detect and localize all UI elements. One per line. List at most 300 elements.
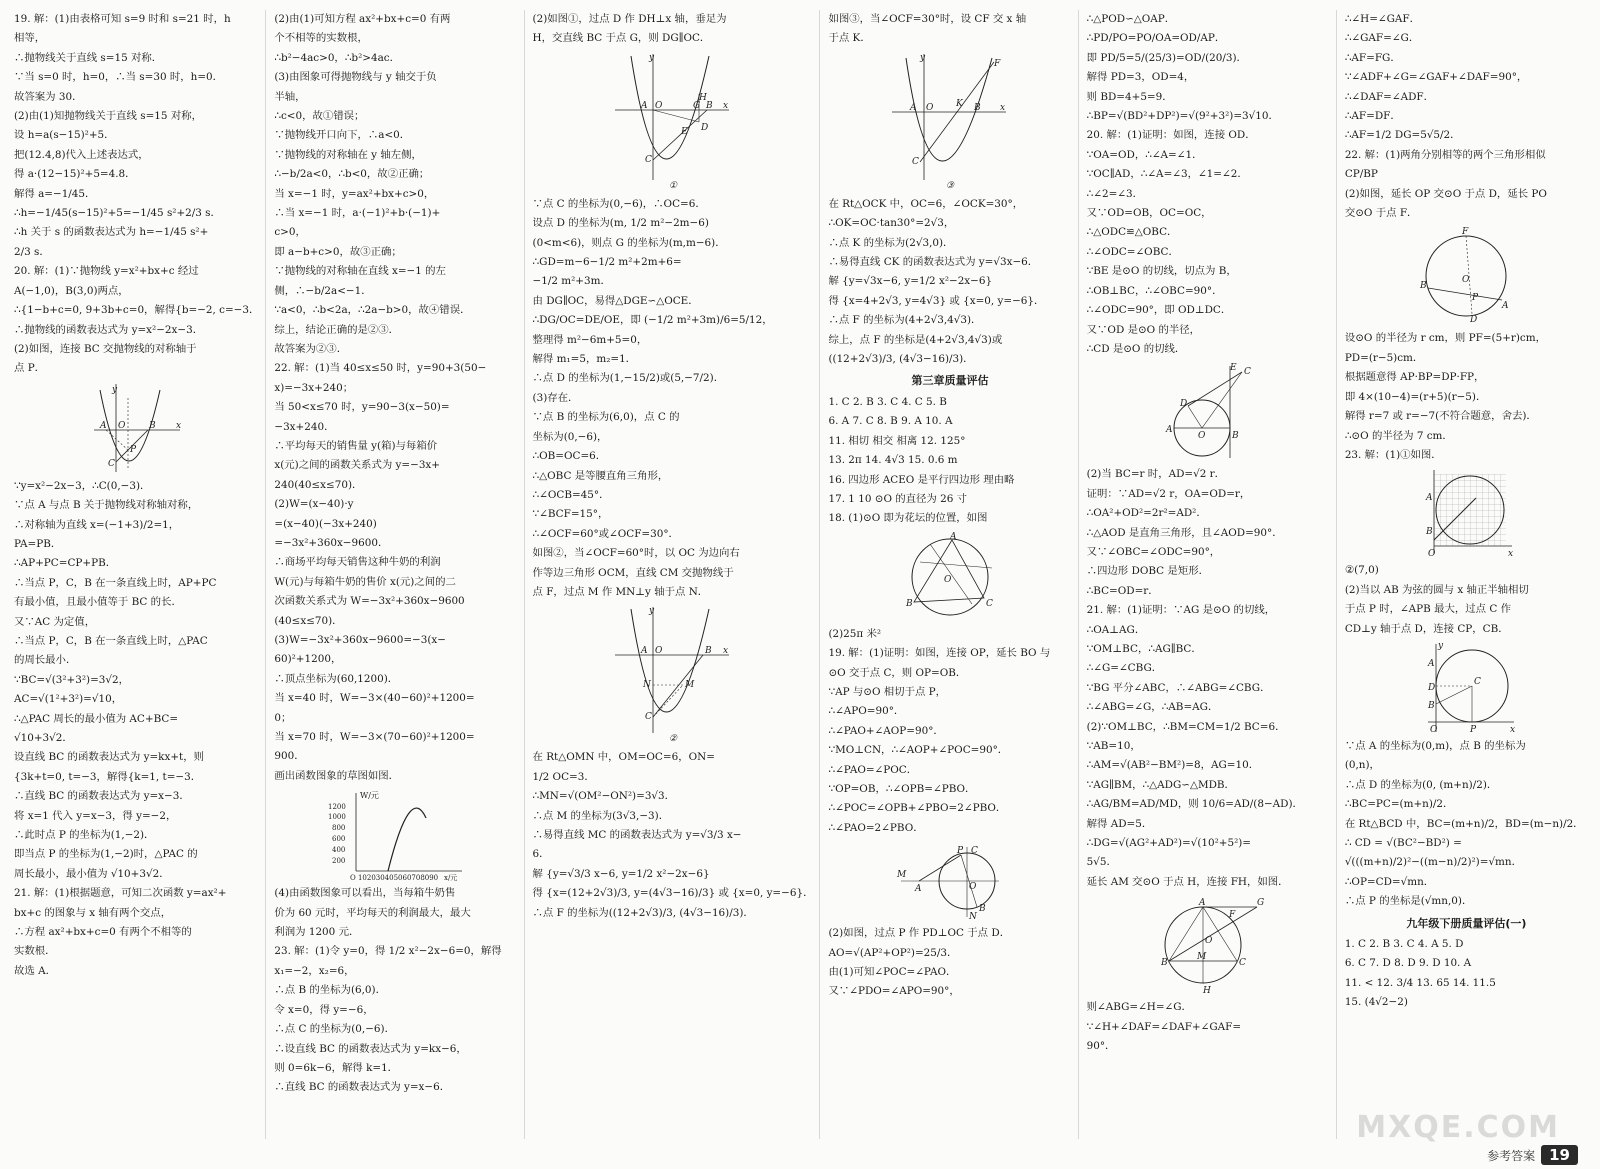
answer-line: 在 Rt△OCK 中，OC=6，∠OCK=30°， (828, 197, 1024, 210)
answer-line: ∴直线 BC 的函数表达式为 y=x−6． (274, 1081, 451, 1094)
answer-line: ∴∠POC=∠OPB+∠PBO=2∠PBO． (828, 802, 1007, 815)
answer-line: 解得 m₁=5，m₂=1． (532, 353, 637, 366)
col6-block-c (1345, 561, 1588, 639)
answer-line: AC=√(1²+3²)=√10， (14, 693, 123, 706)
svg-text:200: 200 (331, 857, 346, 866)
answer-line: 交⊙O 于点 F． (1344, 207, 1418, 220)
answer-line: 当 x=40 时，W=−3×(40−60)²+1200= (274, 692, 475, 705)
answer-line: (3)W=−3x²+360x−9600=−3(x− (274, 634, 446, 646)
answer-line: 13. 2π 14. 4√3 15. 0.6 m (828, 454, 958, 467)
answer-line: (2)如图，过点 P 作 PD⊥OC 于点 D． (828, 927, 1011, 940)
svg-text:x: x (1510, 724, 1516, 735)
answer-line: ∴△OBC 是等腰直角三角形， (532, 469, 669, 482)
answer-line: 综上，点 F 的坐标是(4+2√3,4√3)或 (828, 333, 1003, 346)
svg-text:M: M (897, 870, 907, 881)
answer-line: ∴四边形 DOBC 是矩形． (1086, 565, 1209, 578)
svg-text:M: M (1197, 952, 1207, 963)
answer-line: 则∠ABG=∠H=∠G． (1086, 1001, 1192, 1014)
svg-text:E: E (681, 126, 688, 137)
svg-text:G: G (693, 100, 701, 111)
svg-text:D: D (1470, 315, 1478, 326)
answer-line: 个不相等的实数根， (274, 32, 368, 45)
column-3 (533, 10, 821, 1139)
answer-line: 23. 解：(1)令 y=0，得 1/2 x²−2x−6=0，解得 (274, 945, 502, 958)
answer-line: H，交直线 BC 于点 G，则 DG∥OC． (532, 32, 711, 45)
answer-line: (2)当以 AB 为弦的圆与 x 轴正半轴相切 (1344, 583, 1529, 596)
answer-line: (2)25π 米² (828, 627, 882, 640)
answer-line: ∵点 A 的坐标为(0,m)，点 B 的坐标为 (1344, 739, 1526, 752)
answer-line: 60)²+1200， (274, 653, 342, 666)
svg-text:N: N (969, 912, 977, 923)
answer-line: (40≤x≤70)． (274, 614, 343, 627)
answer-line: 得 {x=(12+2√3)/3, y=(4√3−16)/3} 或 {x=0, y=−6}． (532, 887, 814, 900)
col3-block-a (533, 10, 814, 49)
chord-figure-q21 (1153, 895, 1263, 995)
answer-line: ∴∠PAO=∠POC． (828, 763, 918, 776)
answer-line: 设直线 BC 的函数表达式为 y=kx+t，则 (14, 751, 204, 764)
svg-text:C: C (1244, 367, 1252, 378)
answer-line: ∵BG 平分∠ABC，∴∠ABG=∠CBG． (1086, 681, 1271, 694)
answer-line: (3)由图象可得抛物线与 y 轴交于负 (274, 71, 437, 84)
answer-line: ∴∠2=∠3． (1086, 187, 1143, 200)
svg-text:A: A (950, 531, 957, 542)
svg-text:B: B (979, 904, 986, 915)
answer-line: 故答案为②③． (274, 342, 348, 355)
answer-line: ∴点 D 的坐标为(0, (m+n)/2)． (1344, 778, 1498, 791)
svg-text:A: A (915, 884, 922, 895)
answer-line: 把(12.4,8)代入上述表达式， (14, 148, 149, 161)
answer-line: 于点 K． (828, 32, 871, 45)
answer-line: 又∵OD 是⊙O 的半径， (1086, 323, 1201, 336)
answer-line: 6. A 7. C 8. B 9. A 10. A (828, 415, 953, 428)
answer-line: ∴抛物线关于直线 s=15 对称． (14, 51, 163, 64)
answer-line: ∴∠G=∠CBG． (1086, 662, 1163, 675)
svg-text:①: ① (669, 180, 678, 191)
answer-line: CD⊥y 轴于点 D，连接 CP，CB． (1344, 622, 1509, 635)
answer-line: 5√5． (1086, 856, 1117, 869)
answer-line: 解得 PD=3，OD=4， (1086, 71, 1195, 84)
answer-line: 得 a·(12−15)²+5=4.8． (14, 168, 136, 181)
svg-text:C: C (645, 712, 652, 723)
answer-line: 根据题意得 AP·BP=DP·FP， (1344, 371, 1485, 384)
svg-text:O: O (655, 646, 663, 657)
col3-block-b (533, 195, 814, 603)
answer-line: 又∵∠OBC=∠ODC=90°， (1086, 545, 1221, 558)
answer-line: {3k+t=0, t=−3，解得{k=1, t=−3． (14, 770, 202, 783)
svg-text:400: 400 (331, 846, 346, 855)
answer-line: PA=PB． (14, 537, 62, 550)
col4-block-b (828, 195, 1071, 370)
svg-text:③: ③ (946, 180, 955, 191)
answer-line: ∵y=x²−2x−3，∴C(0,−3)． (14, 479, 151, 492)
page-footer (1487, 1145, 1578, 1165)
answer-line: ∵AG∥BM，∴△ADG∽△MDB． (1086, 778, 1235, 791)
answer-line: (2)W=(x−40)·y (274, 498, 354, 511)
svg-text:1200: 1200 (327, 803, 346, 812)
answer-line: ∴此时点 P 的坐标为(1,−2)． (14, 829, 155, 842)
svg-text:N: N (643, 680, 651, 691)
svg-text:B: B (1426, 527, 1434, 538)
col4-block-c (828, 393, 1071, 529)
answer-line: 如图③，当∠OCF=30°时，设 CF 交 x 轴 (828, 13, 1027, 25)
col1-block-a (14, 10, 259, 379)
svg-text:A: A (1428, 658, 1435, 669)
column-1 (14, 10, 266, 1139)
answer-line: ∵抛物线的对称轴在直线 x=−1 的左 (274, 265, 446, 278)
answer-line: ∴CD 是⊙O 的切线． (1086, 342, 1186, 355)
answer-line: ∵OM⊥BC，∴AG∥BC． (1086, 642, 1202, 655)
answer-line: −3x+240． (274, 420, 335, 433)
svg-text:H: H (699, 92, 707, 103)
section-title-grade9-eval1: 九年级下册质量评估(一) (1406, 916, 1527, 930)
answer-line: AO=√(AP²+OP²)=25/3． (828, 946, 958, 959)
answer-line: ∴⊙O 的半径为 7 cm． (1344, 429, 1453, 442)
answer-line: ∴ CD = √(BC²−BD²) = (1344, 836, 1462, 849)
answer-line: ∵当 s=0 时，h=0，∴当 s=30 时，h=0． (14, 71, 224, 84)
answer-line: bx+c 的图象与 x 轴有两个交点， (14, 906, 172, 919)
answer-line: 作等边三角形 OCM，直线 CM 交抛物线于 (532, 566, 734, 579)
answer-line: 19. 解：(1)由表格可知 s=9 时和 s=21 时，h (14, 13, 231, 25)
answer-line: 19. 解：(1)证明：如图，连接 OP，延长 BO 与 (828, 647, 1051, 660)
answer-line: 2/3 s． (14, 245, 50, 258)
svg-text:B: B (1420, 281, 1428, 292)
section-title-chapter3: 第三章质量评估 (911, 374, 989, 388)
answer-line: ∴点 P 的坐标是(√mn,0)． (1344, 895, 1473, 908)
answer-line: 1. C 2. B 3. C 4. A 5. D (1344, 938, 1464, 950)
answer-line: ∴b²−4ac>0，∴b²>4ac． (274, 51, 400, 64)
answer-line: ∴h 关于 s 的函数表达式为 h=−1/45 s²+ (14, 226, 209, 239)
col5-block-b (1087, 465, 1330, 892)
svg-text:B: B (1161, 958, 1168, 969)
answer-line: ∴AM=√(AB²−BM²)=8，AG=10． (1086, 759, 1260, 772)
answer-line: ∴易得直线 MC 的函数表达式为 y=√3/3 x− (532, 828, 742, 841)
svg-text:x/元: x/元 (443, 874, 458, 883)
col5-block-a (1087, 10, 1330, 359)
answer-line: 解 {y=√3/3 x−6, y=1/2 x²−2x−6} (532, 867, 710, 880)
answer-line: 有最小值，且最小值等于 BC 的长． (14, 596, 182, 609)
svg-text:A: A (99, 420, 107, 431)
svg-text:F: F (1229, 910, 1236, 921)
svg-text:y: y (920, 52, 926, 63)
answer-line: 坐标为(0,−6)， (532, 430, 608, 443)
svg-text:y: y (111, 384, 117, 395)
col6-block-b (1345, 329, 1588, 465)
answer-line: 由(1)可知∠POC=∠PAO． (828, 966, 957, 978)
svg-text:P: P (1472, 293, 1479, 304)
answer-line: 解 {y=√3x−6, y=1/2 x²−2x−6} (828, 275, 993, 288)
answer-line: ∴OA²+OD²=2r²=AD²． (1086, 507, 1207, 520)
answer-line: ∴易得直线 CK 的函数表达式为 y=√3x−6． (828, 256, 1039, 269)
answer-line: 即 PD/5=5/(25/3)=OD/(20/3)． (1086, 51, 1247, 64)
answer-line: (2)如图，延长 OP 交⊙O 于点 D，延长 PO (1344, 187, 1547, 200)
answer-line: (0<m<6)，则点 G 的坐标为(m,m−6)． (532, 236, 726, 249)
tangent-cd-figure (1158, 362, 1258, 462)
svg-text:O: O (1430, 724, 1438, 735)
svg-text:B: B (906, 598, 913, 609)
answer-line: 设 h=a(s−15)²+5． (14, 129, 115, 142)
svg-text:B: B (705, 646, 712, 657)
answer-line: ∴∠H=∠GAF． (1344, 13, 1421, 25)
answer-line: ∴方程 ax²+bx+c=0 有两个不相等的 (14, 926, 192, 939)
answer-line: ∴BC=PC=(m+n)/2． (1344, 798, 1454, 811)
answer-line: ∵抛物线的对称轴在 y 轴左侧， (274, 148, 422, 161)
answer-line: ∴平均每天的销售量 y(箱)与每箱价 (274, 439, 438, 452)
answer-line: 实数根． (14, 945, 56, 958)
answer-line: ∴OB⊥BC，∴∠OBC=90°． (1086, 284, 1223, 297)
answer-line: 解得 AD=5． (1086, 817, 1153, 830)
answer-line: 20. 解：(1)∵抛物线 y=x²+bx+c 经过 (14, 265, 199, 278)
answer-line: ∴AG/BM=AD/MD，则 10/6=AD/(8−AD)． (1086, 798, 1303, 811)
answer-line: 于点 P 时，∠APB 最大，过点 C 作 (1344, 603, 1512, 616)
answer-line: 解得 a=−1/45． (14, 187, 96, 200)
answer-line: 6． (532, 848, 550, 861)
svg-text:O: O (1462, 275, 1470, 286)
answer-line: (2)当 BC=r 时，AD=√2 r． (1086, 468, 1226, 481)
svg-text:C: C (1239, 958, 1247, 969)
svg-text:E: E (1230, 363, 1237, 374)
svg-text:y: y (649, 52, 655, 63)
answer-line: ∵AB=10， (1086, 740, 1141, 752)
col4-block-d (828, 625, 1071, 838)
answer-line: PD=(r−5)cm． (1344, 351, 1424, 364)
answer-line: ∴△PAC 周长的最小值为 AC+BC= (14, 712, 179, 725)
answer-line: 整理得 m²−6m+5=0， (532, 333, 648, 346)
answer-line: ∴∠APO=90°． (828, 705, 905, 718)
answer-line: ∴OK=OC·tan30°=2√3， (828, 217, 955, 230)
answer-line: ∴c<0，故①错误； (274, 110, 365, 123)
column-5 (1087, 10, 1337, 1139)
svg-text:B: B (706, 100, 713, 111)
answer-line: ∴点 F 的坐标为((12+2√3)/3, (4√3−16)/3)． (532, 906, 754, 919)
answer-line: 0； (274, 711, 292, 724)
parabola-figure-q20 (92, 382, 182, 474)
answer-line: 21. 解：(1)根据题意，可知二次函数 y=ax²+ (14, 887, 227, 900)
answer-line: 利润为 1200 元． (274, 926, 360, 939)
svg-text:D: D (1180, 399, 1188, 410)
answer-line: 侧，∴−b/2a<−1． (274, 284, 372, 297)
answer-line: 又∵AC 为定值， (14, 615, 96, 628)
answer-line: 即 a−b+c>0，故③正确； (274, 245, 402, 258)
svg-text:A: A (641, 646, 648, 657)
answer-line: (4)由函数图象可以看出，当每箱牛奶售 (274, 887, 456, 900)
svg-text:600: 600 (331, 835, 346, 844)
answer-line: ∴BP=√(BD²+DP²)=√(9²+3²)=3√10． (1086, 110, 1279, 123)
answer-line: ∴∠GAF=∠G． (1344, 32, 1420, 45)
answer-line: ∴直线 BC 的函数表达式为 y=x−3． (14, 790, 190, 803)
col2-block-a (274, 10, 517, 786)
answer-line: ②(7,0) (1344, 564, 1379, 577)
svg-text:O: O (969, 882, 977, 893)
answer-line: ∴△POD∽△OAP． (1086, 13, 1176, 25)
answer-line: √(((m+n)/2)²−((m−n)/2)²)=√mn． (1344, 856, 1522, 869)
answer-line: ∴PD/PO=PO/OA=OD/AP． (1086, 32, 1226, 45)
svg-text:D: D (701, 122, 709, 133)
answer-line: (3)存在． (532, 391, 579, 404)
svg-text:P: P (957, 846, 964, 857)
answer-line: −1/2 m²+3m． (532, 275, 611, 288)
svg-text:1000: 1000 (327, 813, 346, 822)
answer-line: 证明：∵AD=√2 r，OA=OD=r， (1086, 487, 1251, 500)
answer-line: 11. 相切 相交 相离 12. 125° (828, 434, 966, 447)
answer-line: 21. 解：(1)证明：∵AG 是⊙O 的切线， (1086, 604, 1276, 617)
answer-line: ∴△ODC≌△OBC． (1086, 226, 1178, 239)
col3-block-c (533, 748, 814, 923)
answer-line: 1/2 OC=3． (532, 770, 595, 783)
answer-line: ∵MO⊥CN，∴∠AOP+∠POC=90°． (828, 744, 1009, 757)
answer-line: ∴AF=DF． (1344, 110, 1401, 123)
svg-text:A: A (1199, 898, 1206, 909)
answer-line: 即 4×(10−4)=(r+5)(r−5)． (1344, 390, 1487, 403)
answer-line: ∴点 B 的坐标为(6,0)． (274, 984, 386, 997)
answer-line: 令 x=0，得 y=−6， (274, 1003, 374, 1016)
answer-line: 延长 AM 交⊙O 于点 H，连接 FH，如图． (1086, 875, 1289, 888)
svg-text:A: A (1166, 425, 1173, 436)
svg-text:O: O (117, 420, 126, 431)
answer-line: x)=−3x+240； (274, 381, 354, 394)
answer-line: ∴OP=CD=√mn． (1344, 875, 1435, 888)
answer-line: 综上，结论正确的是②③． (274, 323, 400, 336)
answer-line: ((12+2√3)/3, (4√3−16)/3)． (828, 353, 974, 366)
answer-line: (2)∵OM⊥BC，∴BM=CM=1/2 BC=6． (1086, 720, 1286, 733)
svg-text:B: B (1428, 700, 1436, 711)
answer-line: 故答案为 30． (14, 90, 83, 103)
answer-line: ∴设直线 BC 的函数表达式为 y=kx−6， (274, 1042, 467, 1055)
svg-text:B: B (974, 102, 981, 113)
answer-line: ∵OC∥AD，∴∠A=∠3，∠1=∠2． (1086, 168, 1248, 181)
column-6 (1345, 10, 1594, 1139)
answer-line: ∴BC=OD=r． (1086, 584, 1159, 597)
answer-line: ∴DG=√(AG²+AD²)=√(10²+5²)= (1086, 837, 1252, 850)
answer-line: ∵∠H+∠DAF=∠DAF+∠GAF= (1086, 1020, 1242, 1033)
answer-line: 次函数关系式为 W=−3x²+360x−9600 (274, 595, 465, 608)
svg-text:A: A (641, 100, 648, 111)
parabola-figure-1 (613, 52, 733, 192)
answer-line: (2)如图，连接 BC 交抛物线的对称轴于 (14, 342, 197, 355)
answer-line: ∴GD=m−6−1/2 m²+2m+6= (532, 256, 682, 269)
svg-text:D: D (1428, 682, 1436, 693)
svg-text:②: ② (669, 734, 678, 745)
grid-circle-figure (1416, 468, 1516, 558)
answer-line: ∴点 M 的坐标为(3√3,−3)． (532, 809, 670, 822)
answer-line: ∴抛物线的函数表达式为 y=x²−2x−3． (14, 323, 204, 336)
answer-line: 6. C 7. D 8. D 9. D 10. A (1344, 957, 1472, 970)
col6-block-e (1345, 935, 1588, 1013)
answer-line: ∴顶点坐标为(60,1200)． (274, 672, 399, 685)
answer-line: =−3x²+360x−9600． (274, 536, 389, 549)
answer-line: ∵BC=√(3²+3²)=3√2， (14, 673, 130, 686)
answer-line: 点 P． (14, 362, 46, 375)
svg-text:y: y (649, 606, 655, 617)
answer-line: ∵∠ADF+∠G=∠GAF+∠DAF=90°， (1344, 71, 1528, 84)
svg-text:x: x (1000, 102, 1006, 113)
answer-line: ∴对称轴为直线 x=(−1+3)/2=1， (14, 518, 180, 531)
answer-line: ∴AF=1/2 DG=5√5/2． (1344, 129, 1461, 142)
answer-line: ∵BE 是⊙O 的切线，切点为 B， (1086, 265, 1237, 278)
answer-line: CP/BP (1344, 168, 1378, 181)
answer-line: ∵OA=OD，∴∠A=∠1． (1086, 148, 1203, 161)
svg-text:B: B (1232, 431, 1239, 442)
answer-line: x(元)之间的函数关系式为 y=−3x+ (274, 459, 440, 472)
answer-line: 20. 解：(1)证明：如图，连接 OD． (1086, 129, 1256, 142)
svg-text:O: O (1428, 549, 1436, 560)
col4-block-a (828, 10, 1071, 49)
answer-line: ∴DG/OC=DE/OE，即 (−1/2 m²+3m)/6=5/12， (532, 314, 773, 327)
svg-text:B: B (148, 420, 156, 431)
answer-line: ∴∠ODC=∠OBC． (1086, 245, 1179, 258)
answer-line: ∴OA⊥AG． (1086, 623, 1146, 636)
svg-text:P: P (1470, 724, 1477, 735)
answer-line: ∵AP 与⊙O 相切于点 P， (828, 685, 947, 698)
answer-line: ∴∠PAO=2∠PBO． (828, 821, 924, 834)
answer-line: ∴−b/2a<0，∴b<0，故②正确； (274, 168, 430, 181)
answer-line: ∵∠BCF=15°， (532, 508, 609, 521)
answer-line: ∴OB=OC=6． (532, 450, 607, 463)
answer-line: ∵a<0，∴b<2a，∴2a−b>0，故④错误． (274, 304, 471, 317)
answer-line: 周长最小，最小值为 √10+3√2． (14, 867, 170, 880)
svg-text:C: C (1474, 676, 1482, 687)
svg-text:O: O (926, 102, 934, 113)
svg-text:O: O (1198, 431, 1206, 442)
page-number: 19 (1541, 1145, 1578, 1165)
answer-line: 90°． (1086, 1040, 1116, 1053)
profit-graph-figure (326, 789, 466, 881)
svg-text:C: C (912, 156, 919, 167)
answer-line: 相等， (14, 32, 46, 45)
answer-line: ⊙O 交于点 C，则 OP=OB． (828, 666, 967, 679)
answer-line: 18. (1)⊙O 即为花坛的位置，如图 (828, 512, 988, 525)
answer-line: 设点 D 的坐标为(m, 1/2 m²−2m−6) (532, 217, 709, 230)
answer-line: 22. 解：(1)当 40≤x≤50 时，y=90+3(50− (274, 362, 487, 375)
answer-line: ∴当点 P，C，B 在一条直线上时，△PAC (14, 634, 208, 647)
answer-line: 22. 解：(1)两角分别相等的两个三角形相似 (1344, 148, 1546, 161)
answer-line: ∵OP=OB，∴∠OPB=∠PBO． (828, 782, 976, 795)
answer-line: 16. 四边形 ACEO 是平行四边形 理由略 (828, 473, 1015, 486)
watermark-logo: MXQE.COM (1356, 1110, 1560, 1145)
tangent-circle-figure (895, 841, 1005, 921)
answer-line: (2)如图①，过点 D 作 DH⊥x 轴，垂足为 (532, 13, 727, 25)
tangent-axis-figure (1416, 642, 1516, 734)
answer-line: 11. < 12. 3/4 13. 65 14. 11.5 (1344, 976, 1496, 989)
column-4 (828, 10, 1078, 1139)
circle-chord-figure-q22 (1416, 226, 1516, 326)
answer-line: ∴当点 P，C，B 在一条直线上时，AP+PC (14, 576, 217, 589)
svg-text:x: x (723, 646, 729, 657)
answer-line: 半轴， (274, 90, 306, 103)
answer-line: W(元)与每箱牛奶的售价 x(元)之间的二 (274, 575, 456, 588)
answer-line: ∴AP+PC=CP+PB． (14, 557, 117, 570)
answer-line: ∴∠ODC=90°，即 OD⊥DC． (1086, 304, 1232, 317)
answer-line: 则 BD=4+5=9． (1086, 90, 1173, 103)
answer-line: 的周长最小． (14, 654, 77, 667)
answer-line: ∵点 A 与点 B 关于抛物线对称轴对称， (14, 499, 199, 512)
svg-text:C: C (107, 458, 115, 469)
answer-line: (2)由(1)可知方程 ax²+bx+c=0 有两 (274, 13, 451, 25)
answer-line: ∴点 F 的坐标为(4+2√3,4√3)． (828, 314, 982, 327)
answer-line: 画出函数图象的草图如图． (274, 769, 400, 782)
answer-line: (0,n)， (1344, 759, 1380, 772)
answer-line: 设⊙O 的半径为 r cm，则 PF=(5+r)cm， (1344, 332, 1546, 345)
answer-line: ∴h=−1/45(s−15)²+5=−1/45 s²+2/3 s． (14, 207, 221, 220)
answer-line: c>0， (274, 226, 306, 239)
svg-text:A: A (1426, 493, 1433, 504)
svg-text:x: x (723, 100, 729, 111)
answer-line: 则 0=6k−6，解得 k=1． (274, 1061, 399, 1074)
svg-text:W/元: W/元 (359, 791, 379, 801)
answer-line: =(x−40)(−3x+240) (274, 517, 377, 530)
answer-line: 得 {x=4+2√3, y=4√3} 或 {x=0, y=−6}． (828, 294, 1045, 307)
answer-line: 当 50<x≤70 时，y=90−3(x−50)= (274, 401, 450, 414)
parabola-figure-2 (613, 605, 733, 745)
